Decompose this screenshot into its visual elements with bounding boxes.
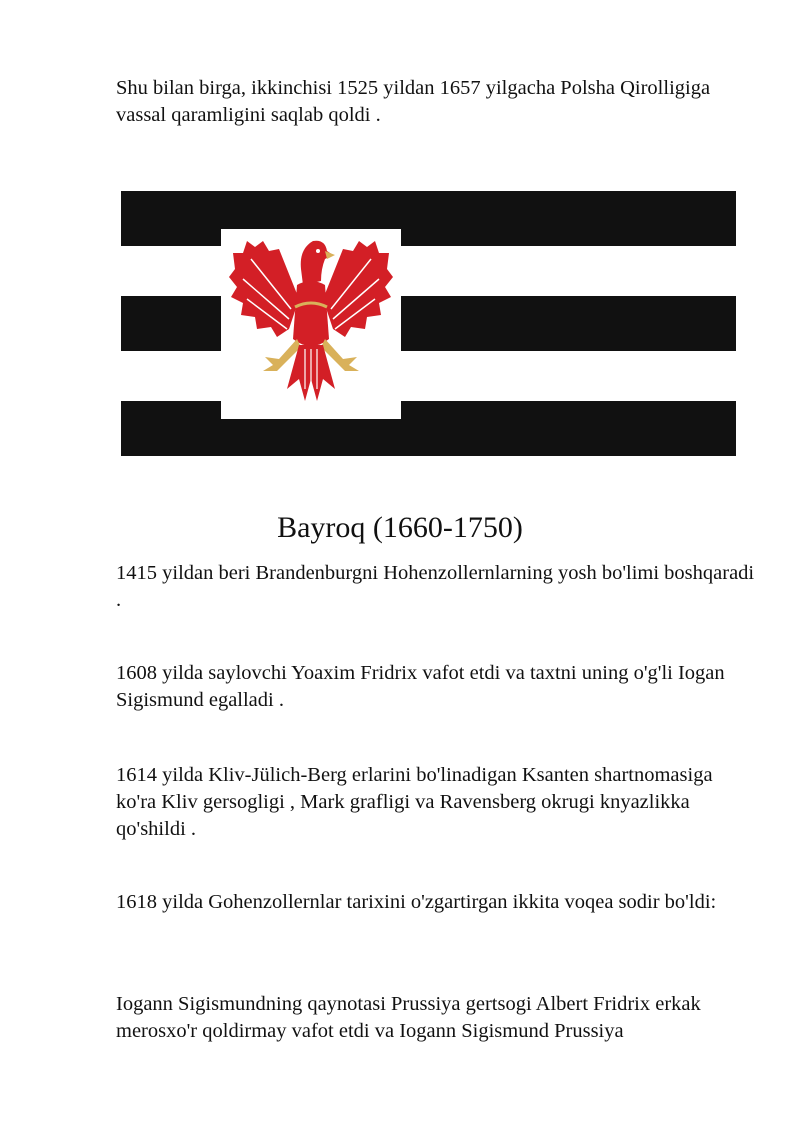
flag-black-stripe-middle (121, 296, 736, 351)
flag-black-stripe-bottom (121, 401, 736, 456)
paragraph-intro: Shu bilan birga, ikkinchisi 1525 yildan 1657 yilgacha Polsha Qirolligiga vassal qaramligini saqlab qoldi . (116, 77, 711, 126)
flag-black-stripe-top (121, 191, 736, 246)
paragraph-1618: 1618 yilda Gohenzollernlar tarixini o'zgartirgan ikkita voqea sodir bo'ldi: (116, 891, 717, 913)
paragraph-1614: 1614 yilda Kliv-Jülich-Berg erlarini bo'linadigan Ksanten shartnomasiga ko'ra Kliv gersogligi , Mark grafligi va Ravensberg okrugi knyazlikka qo'shildi . (116, 764, 713, 840)
red-eagle-emblem (221, 229, 401, 419)
flag-caption: Bayroq (1660-1750) (277, 511, 523, 544)
paragraph-1415: 1415 yildan beri Brandenburgni Hohenzollernlarning yosh bo'limi boshqaradi . (116, 562, 755, 611)
flag-image (121, 191, 736, 456)
flag-white-canton (221, 229, 401, 419)
paragraph-iogann: Iogann Sigismundning qaynotasi Prussiya gertsogi Albert Fridrix erkak merosxo'r qoldirmay vafot etdi va Iogann Sigismund Prussiya (116, 993, 701, 1042)
paragraph-1608: 1608 yilda saylovchi Yoaxim Fridrix vafot etdi va taxtni uning o'g'li Iogan Sigismund egalladi . (116, 662, 725, 711)
